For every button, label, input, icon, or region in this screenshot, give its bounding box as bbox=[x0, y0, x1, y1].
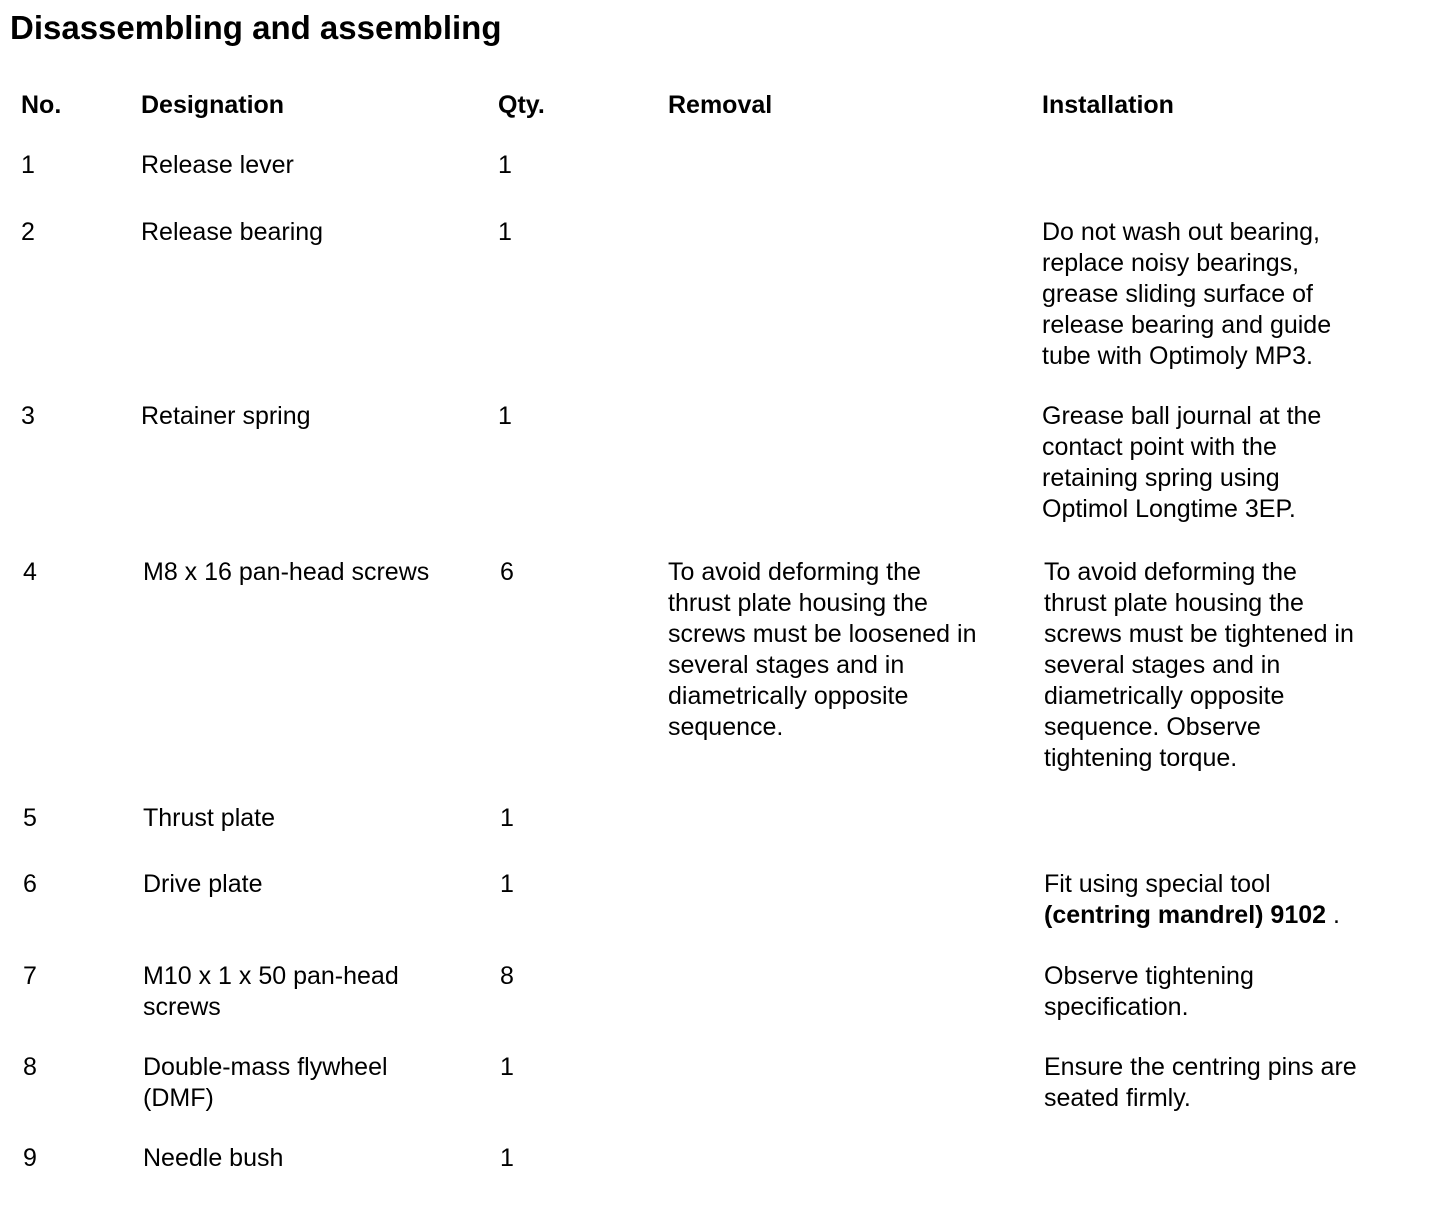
row-installation bbox=[1042, 217, 1402, 372]
installation-line: Observe tightening bbox=[1044, 962, 1254, 990]
installation-line: tube with Optimoly MP3. bbox=[1042, 342, 1313, 370]
designation-line: Drive plate bbox=[143, 870, 263, 898]
row-designation bbox=[141, 217, 481, 248]
designation-line: (DMF) bbox=[143, 1084, 214, 1112]
row-designation bbox=[143, 869, 483, 900]
installation-line: replace noisy bearings, bbox=[1042, 249, 1300, 277]
designation-line: Thrust plate bbox=[143, 804, 276, 832]
column-header-designation: Designation bbox=[141, 91, 285, 119]
removal-line: To avoid deforming the bbox=[668, 558, 921, 586]
column-header-no: No. bbox=[21, 91, 62, 119]
row-designation bbox=[143, 1052, 483, 1114]
installation-line: Ensure the centring pins are bbox=[1044, 1053, 1357, 1081]
installation-line: tightening torque. bbox=[1044, 744, 1238, 772]
installation-line: contact point with the bbox=[1042, 433, 1277, 461]
column-header-qty: Qty. bbox=[498, 91, 545, 119]
row-number: 3 bbox=[21, 402, 35, 430]
column-header-installation: Installation bbox=[1042, 91, 1174, 119]
designation-line: M8 x 16 pan-head screws bbox=[143, 558, 430, 586]
row-qty: 1 bbox=[500, 870, 514, 898]
installation-line: Do not wash out bearing, bbox=[1042, 218, 1320, 246]
row-installation bbox=[1042, 401, 1402, 525]
installation-line: screws must be tightened in bbox=[1044, 620, 1354, 648]
page-title: Disassembling and assembling bbox=[10, 9, 502, 46]
removal-line: sequence. bbox=[668, 713, 784, 741]
row-removal bbox=[668, 557, 1018, 743]
row-designation bbox=[143, 557, 483, 588]
row-qty: 1 bbox=[500, 1144, 514, 1172]
row-qty: 1 bbox=[498, 402, 512, 430]
installation-line: thrust plate housing the bbox=[1044, 589, 1304, 617]
row-qty: 6 bbox=[500, 558, 514, 586]
row-number: 5 bbox=[23, 804, 37, 832]
installation-line: specification. bbox=[1044, 993, 1189, 1021]
installation-line: several stages and in bbox=[1044, 651, 1281, 679]
removal-line: several stages and in bbox=[668, 651, 905, 679]
row-designation bbox=[143, 803, 483, 834]
row-designation bbox=[143, 1143, 483, 1174]
row-number: 1 bbox=[21, 151, 35, 179]
installation-line: sequence. Observe bbox=[1044, 713, 1261, 741]
installation-line: diametrically opposite bbox=[1044, 682, 1285, 710]
special-tool-tail: . bbox=[1326, 901, 1340, 929]
column-header-removal: Removal bbox=[668, 91, 773, 119]
row-number: 9 bbox=[23, 1144, 37, 1172]
row-number: 4 bbox=[23, 558, 37, 586]
row-designation bbox=[143, 961, 483, 1023]
designation-line: Double-mass flywheel bbox=[143, 1053, 388, 1081]
row-number: 6 bbox=[23, 870, 37, 898]
row-designation bbox=[141, 401, 481, 432]
removal-line: screws must be loosened in bbox=[668, 620, 977, 648]
installation-line: retaining spring using bbox=[1042, 464, 1280, 492]
special-tool-reference: (centring mandrel) 9102 bbox=[1044, 901, 1327, 929]
row-number: 7 bbox=[23, 962, 37, 990]
installation-line: grease sliding surface of bbox=[1042, 280, 1313, 308]
row-installation bbox=[1044, 961, 1404, 1023]
removal-line: thrust plate housing the bbox=[668, 589, 928, 617]
row-number: 2 bbox=[21, 218, 35, 246]
installation-line: Fit using special tool bbox=[1044, 870, 1271, 898]
row-number: 8 bbox=[23, 1053, 37, 1081]
installation-line: Optimol Longtime 3EP. bbox=[1042, 495, 1296, 523]
designation-line: screws bbox=[143, 993, 221, 1021]
row-installation bbox=[1044, 869, 1404, 931]
designation-line: Release lever bbox=[141, 151, 294, 179]
installation-line: To avoid deforming the bbox=[1044, 558, 1297, 586]
installation-line: seated firmly. bbox=[1044, 1084, 1191, 1112]
installation-line-special-tool bbox=[1044, 900, 1404, 931]
row-qty: 1 bbox=[500, 1053, 514, 1081]
row-qty: 1 bbox=[498, 218, 512, 246]
row-designation bbox=[141, 150, 481, 181]
installation-line: release bearing and guide bbox=[1042, 311, 1332, 339]
row-qty: 1 bbox=[500, 804, 514, 832]
row-installation bbox=[1044, 557, 1404, 774]
removal-line: diametrically opposite bbox=[668, 682, 909, 710]
designation-line: Retainer spring bbox=[141, 402, 311, 430]
installation-line: Grease ball journal at the bbox=[1042, 402, 1322, 430]
designation-line: Needle bush bbox=[143, 1144, 284, 1172]
designation-line: Release bearing bbox=[141, 218, 324, 246]
designation-line: M10 x 1 x 50 pan-head bbox=[143, 962, 399, 990]
row-installation bbox=[1044, 1052, 1404, 1114]
row-qty: 8 bbox=[500, 962, 514, 990]
row-qty: 1 bbox=[498, 151, 512, 179]
